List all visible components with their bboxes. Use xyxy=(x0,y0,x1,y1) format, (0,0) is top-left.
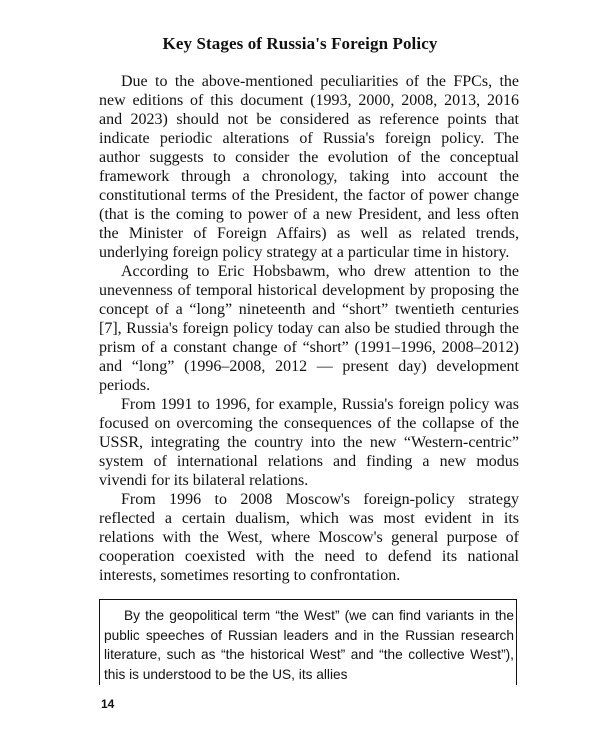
callout-text: By the geopolitical term “the West” (we can find variants in the public speeches of Russian leaders and in the Russian research literature, such as “the historical West” and “the collective West”), this is understood to be the US, its allies xyxy=(104,608,514,682)
page-number: 14 xyxy=(101,697,115,711)
page-title: Key Stages of Russia's Foreign Policy xyxy=(162,34,438,53)
body-text xyxy=(99,72,519,585)
paragraph-fpc-editions: Due to the above-mentioned peculiarities of the FPCs, the new editions of this document (1993, 2000, 2008, 2013, 2016 and 2023) should not be considered as reference points that indicate periodic alterations of Russia's foreign policy. The author suggests to consider the evolution of the conceptual framework through a chronology, taking into account the constitutional terms of the President, the factor of power change (that is the coming to power of a new President, and less often the Minister of Foreign Affairs) as well as related trends, underlying foreign policy strategy at a particular time in history. xyxy=(99,73,519,261)
paragraph-1996-2008: From 1996 to 2008 Moscow's foreign-policy strategy reflected a certain dualism, which was most evident in its relations with the West, where Moscow's general purpose of cooperation coexisted with the need to defend its national interests, sometimes resorting to confrontation. xyxy=(99,491,519,584)
paragraph-hobsbawm: According to Eric Hobsbawm, who drew attention to the unevenness of temporal historical development by proposing the concept of a “long” nineteenth and “short” twentieth centuries [7], Russia's foreign policy today can also be studied through the prism of a constant change of “short” (1991–1996, 2008–2012) and “long” (1996–2008, 2012 — present day) development periods. xyxy=(99,263,519,394)
paragraph-1991-1996: From 1991 to 1996, for example, Russia's foreign policy was focused on overcoming the consequences of the collapse of the USSR, integrating the country into the new “Western-centric” system of international relations and finding a new modus vivendi for its bilateral relations. xyxy=(99,396,519,489)
callout-box xyxy=(99,599,517,685)
